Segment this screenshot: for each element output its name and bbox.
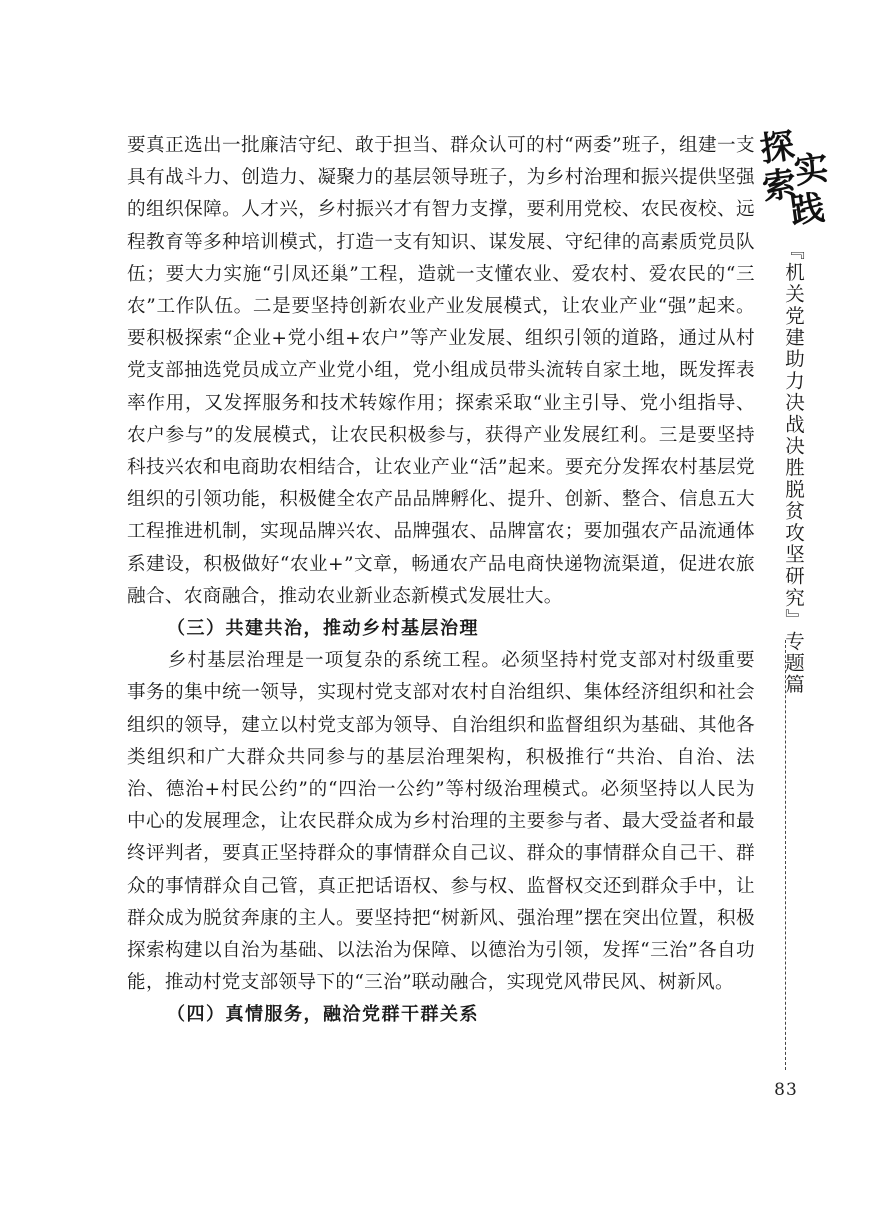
running-head-logo: [757, 120, 832, 233]
paragraph-2: 乡村基层治理是一项复杂的系统工程。必须坚持村党支部对村级重要事务的集中统一领导，实现村党支部对农村自治组织、集体经济组织和社会组织的领导，建立以村党支部为领导、自治组织和监督组织为基础、其他各类组织和广大群众共同参与的基层治理架构，积极推行“共治、自治、法治、德治+村民公约”的“四治一公约”等村级治理模式。必须坚持以人民为中心的发展理念，让农民群众成为乡村治理的主要参与者、最大受益者和最终评判者，要真正坚持群众的事情群众自己议、群众的事情群众自己干、群众的事情群众自己管，真正把话语权、参与权、监督权交还到群众手中，让群众成为脱贫奔康的主人。要坚持把“树新风、强治理”摆在突出位置，积极探索构建以自治为基础、以法治为保障、以德治为引领，发挥“三治”各自功能，推动村党支部领导下的“三治”联动融合，实现党风带民风、树新风。: [127, 650, 755, 994]
series-title-vertical: 『机关党建助力决战决胜脱贫攻坚研究』专题篇: [782, 240, 805, 696]
logo-char-jian: 践: [787, 187, 828, 233]
body-text: [127, 130, 755, 1032]
logo-char-tan: 探: [757, 125, 798, 171]
logo-char-suo: 索: [759, 163, 800, 209]
section-heading-3: （三）共建共治，推动乡村基层治理: [167, 618, 479, 640]
paragraph-1: 要真正选出一批廉洁守纪、敢于担当、群众认可的村“两委”班子，组建一支具有战斗力、创造力、凝聚力的基层领导班子，为乡村治理和振兴提供坚强的组织保障。人才兴，乡村振兴才有智力支撑，要利用党校、农民夜校、远程教育等多种培训模式，打造一支有知识、谋发展、守纪律的高素质党员队伍；要大力实施“引凤还巢”工程，造就一支懂农业、爱农村、爱农民的“三农”工作队伍。二是要坚持创新农业产业发展模式，让农业产业“强”起来。要积极探索“企业+党小组+农户”等产业发展、组织引领的道路，通过从村党支部抽选党员成立产业党小组，党小组成员带头流转自家土地，既发挥表率作用，又发挥服务和技术转嫁作用；探索采取“业主引导、党小组指导、农户参与”的发展模式，让农民积极参与，获得产业发展红利。三是要坚持科技兴农和电商助农相结合，让农业产业“活”起来。要充分发挥农村基层党组织的引领功能，积极健全农产品品牌孵化、提升、创新、整合、信息五大工程推进机制，实现品牌兴农、品牌强农、品牌富农；要加强农产品流通体系建设，积极做好“农业+”文章，畅通农产品电商快递物流渠道，促进农旅融合、农商融合，推动农业新业态新模式发展壮大。: [127, 135, 755, 607]
dashed-divider: [785, 640, 786, 1070]
logo-char-shi: 实: [791, 147, 832, 193]
page-number: 83: [774, 1080, 798, 1100]
section-heading-4: （四）真情服务，融洽党群干群关系: [167, 1004, 479, 1026]
